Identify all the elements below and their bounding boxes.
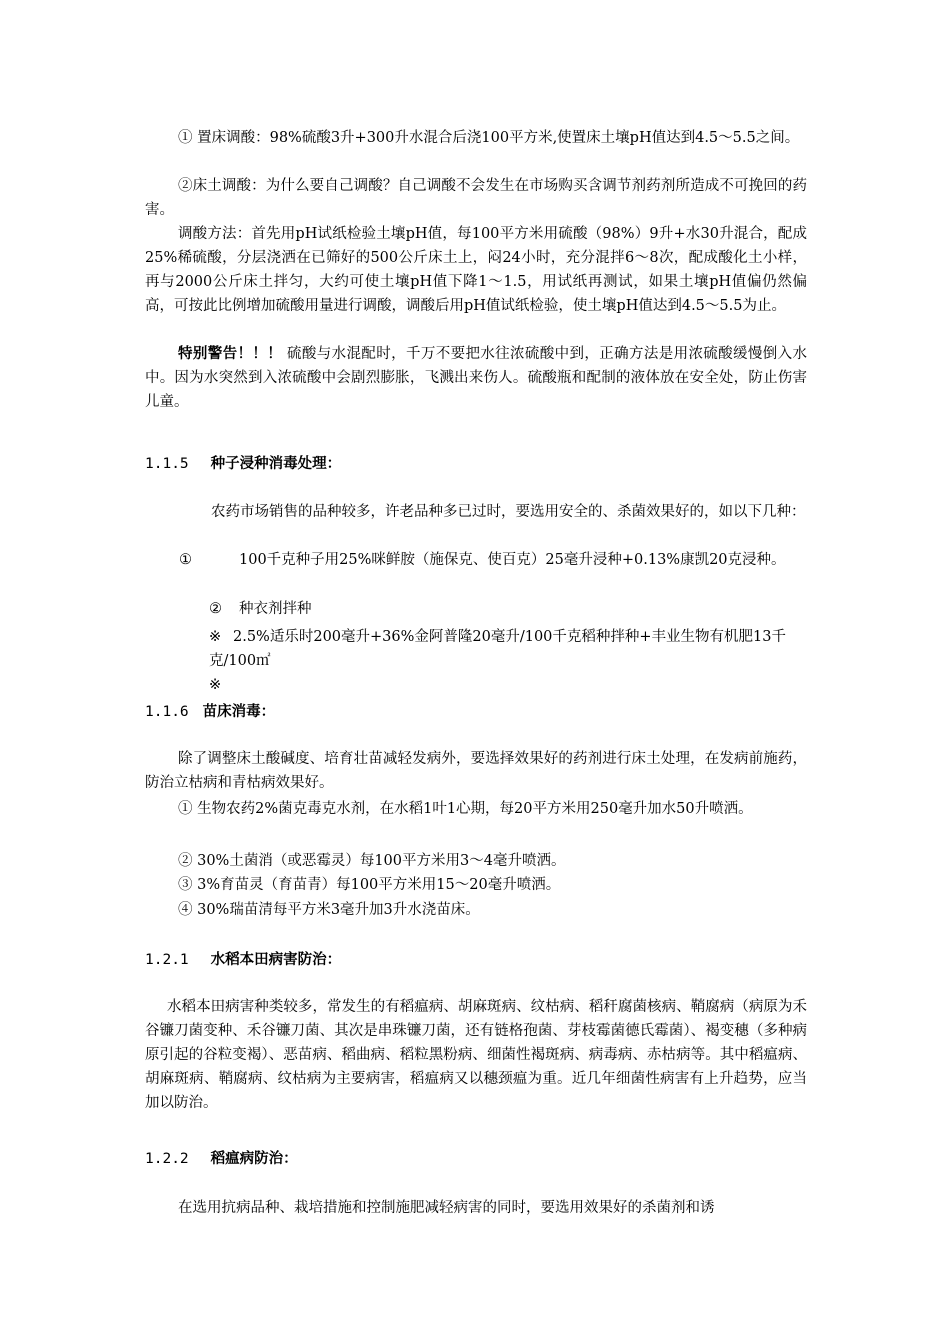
heading-title: 苗床消毒： bbox=[202, 703, 276, 720]
list-marker: ② bbox=[209, 601, 222, 617]
heading-number: 1.1.5 bbox=[145, 456, 189, 472]
heading-title: 水稻本田病害防治： bbox=[210, 951, 342, 968]
warning-text: 硫酸与水混配时，千万不要把水往浓硫酸中到，正确方法是用浓硫酸缓慢倒入水中。因为水突然到入浓硫酸中会剧烈膨胀，飞溅出来伤人。硫酸瓶和配制的液体放在安全处，防止伤害儿童。 bbox=[145, 346, 808, 410]
heading-number: 1.1.6 bbox=[145, 704, 189, 720]
list-marker: ※ bbox=[209, 629, 222, 645]
warning-label: 特别警告！！！ bbox=[178, 345, 283, 362]
heading-number: 1.2.2 bbox=[145, 1151, 189, 1167]
heading-1-1-6 bbox=[145, 700, 807, 724]
paragraph-bed-disinfection: 除了调整床土酸碱度、培育壮苗减轻发病外，要选择效果好的药剂进行床土处理，在发病前施药，防治立枯病和青枯病效果好。 bbox=[145, 751, 807, 791]
heading-title: 稻瘟病防治： bbox=[210, 1150, 298, 1167]
paragraph-warning bbox=[145, 342, 807, 414]
paragraph-bed-soil-acid: ②床土调酸：为什么要自己调酸？自己调酸不会发生在市场购买含调节剂药剂所造成不可挽回的药害。 bbox=[145, 178, 807, 218]
list-item-text: 100千克种子用25%咪鲜胺（施保克、使百克）25毫升浸种+0.13%康凯20克浸种。 bbox=[239, 552, 786, 568]
paragraph-acid-method: 调酸方法：首先用pH试纸检验土壤pH值，每100平方米用硫酸（98%）9升+水30升混合，配成25%稀硫酸，分层浇洒在已筛好的500公斤床土上，闷24小时，充分混拌6～8次，配成酸化土小样，再与2000公斤床土拌匀，大约可使土壤pH值下降1～1.5，用试纸再测试，如果土壤pH值偏仍然偏高，可按此比例增加硫酸用量进行调酸，调酸后用pH值试纸检验，使土壤pH值达到4.5～5.5为止。 bbox=[145, 226, 807, 314]
heading-1-1-5 bbox=[145, 452, 807, 476]
list-item bbox=[209, 597, 807, 621]
paragraph-field-diseases: 水稻本田病害种类较多，常发生的有稻瘟病、胡麻斑病、纹枯病、稻秆腐菌核病、鞘腐病（病原为禾谷镰刀菌变种、禾谷镰刀菌、其次是串珠镰刀菌，还有链格孢菌、芽枝霉菌德氏霉菌）、褐变穗（多种病原引起的谷粒变褐）、恶苗病、稻曲病、稻粒黑粉病、细菌性褐斑病、病毒病、赤枯病等。其中稻瘟病、胡麻斑病、鞘腐病、纹枯病为主要病害，稻瘟病又以穗颈瘟为重。近几年细菌性病害有上升趋势，应当加以防治。 bbox=[145, 999, 807, 1111]
paragraph-seedbed-acid: ① 置床调酸：98%硫酸3升+300升水混合后浇100平方米,使置床土壤pH值达到4.5～5.5之间。 bbox=[178, 130, 800, 146]
list-marker: ※ bbox=[209, 677, 222, 693]
list-item-text: 2.5%适乐时200毫升+36%金阿普隆20毫升/100千克稻种拌种+丰业生物有机肥13千克/100㎡ bbox=[209, 629, 787, 669]
list-item bbox=[209, 625, 807, 673]
heading-number: 1.2.1 bbox=[145, 952, 189, 968]
list-marker: ① bbox=[179, 552, 192, 568]
heading-title: 种子浸种消毒处理： bbox=[210, 455, 342, 472]
list-item: ④ 30%瑞苗清每平方米3毫升加3升水浇苗床。 bbox=[178, 902, 480, 918]
list-item bbox=[179, 548, 837, 572]
paragraph-blast-control: 在选用抗病品种、栽培措施和控制施肥减轻病害的同时，要选用效果好的杀菌剂和诱 bbox=[178, 1200, 715, 1216]
list-item-text: 种衣剂拌种 bbox=[239, 601, 312, 617]
heading-1-2-2 bbox=[145, 1147, 807, 1171]
list-item bbox=[209, 673, 807, 697]
paragraph-seed-intro: 农药市场销售的品种较多，许老品种多已过时，要选用安全的、杀菌效果好的，如以下几种： bbox=[211, 504, 806, 520]
heading-1-2-1 bbox=[145, 948, 807, 972]
list-item: ② 30%土菌消（或恶霉灵）每100平方米用3～4毫升喷洒。 bbox=[178, 853, 566, 869]
list-item: ③ 3%育苗灵（育苗青）每100平方米用15～20毫升喷洒。 bbox=[178, 877, 561, 893]
list-item: ① 生物农药2%菌克毒克水剂，在水稻1叶1心期，每20平方米用250毫升加水50升喷洒。 bbox=[178, 801, 753, 817]
